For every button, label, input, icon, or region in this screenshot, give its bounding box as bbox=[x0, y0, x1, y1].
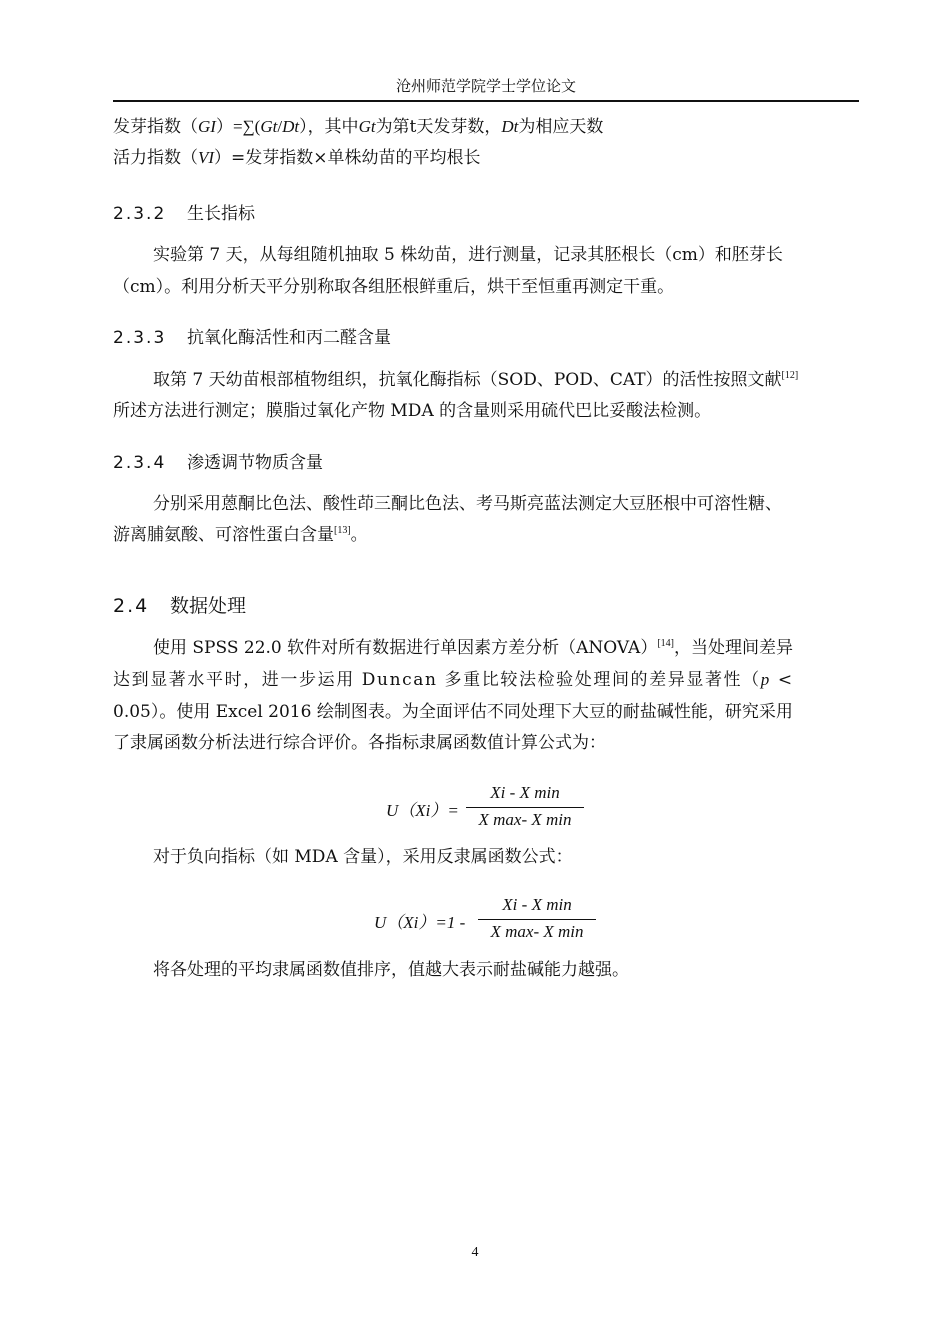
header-rule bbox=[113, 100, 859, 102]
heading-2-3-2: 2.3.2 生长指标 bbox=[113, 204, 255, 224]
paragraph-2-3-2-line-2: （cm）。利用分析天平分别称取各组胚根鲜重后，烘干至恒重再测定干重。 bbox=[113, 277, 675, 297]
fraction-bar bbox=[466, 807, 584, 808]
denominator: X max- X min bbox=[490, 922, 584, 941]
citation-14: [14] bbox=[657, 638, 675, 649]
running-header: 沧州师范学院学士学位论文 bbox=[395, 77, 576, 95]
paragraph-2-4-line-1: 使用 SPSS 22.0 软件对所有数据进行单因素方差分析（ANOVA）[14]，当处理间差异 bbox=[153, 638, 794, 658]
inverse-membership-function-formula: U（Xi）=1 - Xi - X min X max- X min bbox=[374, 895, 598, 951]
membership-function-formula: U（Xi）= Xi - X min X max- X min bbox=[386, 783, 586, 839]
numerator: Xi - X min bbox=[502, 895, 572, 914]
heading-2-3-4: 2.3.4 渗透调节物质含量 bbox=[113, 453, 323, 473]
paragraph-2-4-line-5: 对于负向指标（如 MDA 含量），采用反隶属函数公式： bbox=[153, 847, 573, 867]
numerator: Xi - X min bbox=[490, 783, 560, 802]
fraction-bar bbox=[478, 919, 596, 920]
paragraph-2-3-4-line-1: 分别采用蒽酮比色法、酸性茚三酮比色法、考马斯亮蓝法测定大豆胚根中可溶性糖、 bbox=[153, 494, 782, 514]
citation-12: [12] bbox=[781, 370, 799, 381]
vi-formula: 活力指数（VI）=发芽指数×单株幼苗的平均根长 bbox=[113, 148, 481, 168]
citation-13: [13] bbox=[334, 525, 351, 536]
paragraph-2-4-line-4: 了隶属函数分析法进行综合评价。各指标隶属函数值计算公式为： bbox=[113, 733, 606, 753]
paragraph-2-3-4-line-2: 游离脯氨酸、可溶性蛋白含量[13]。 bbox=[113, 525, 368, 545]
paragraph-2-3-3-line-2: 所述方法进行测定；膜脂过氧化产物 MDA 的含量则采用硫代巴比妥酸法检测。 bbox=[113, 401, 712, 421]
heading-2-3-3: 2.3.3 抗氧化酶活性和丙二醛含量 bbox=[113, 328, 391, 348]
heading-2-4: 2.4 数据处理 bbox=[113, 595, 247, 617]
paragraph-2-4-line-6: 将各处理的平均隶属函数值排序，值越大表示耐盐碱能力越强。 bbox=[153, 960, 629, 980]
gi-formula: 发芽指数（GI）=∑(Gt/Dt），其中Gt为第t天发芽数，Dt为相应天数 bbox=[113, 117, 604, 137]
page-number: 4 bbox=[471, 1245, 479, 1260]
paragraph-2-3-3-line-1: 取第 7 天幼苗根部植物组织，抗氧化酶指标（SOD、POD、CAT）的活性按照文献[12] bbox=[153, 370, 799, 390]
denominator: X max- X min bbox=[478, 810, 572, 829]
paragraph-2-3-2-line-1: 实验第 7 天，从每组随机抽取 5 株幼苗，进行测量，记录其胚根长（cm）和胚芽长 bbox=[153, 245, 783, 265]
paragraph-2-4-line-3: 0.05）。使用 Excel 2016 绘制图表。为全面评估不同处理下大豆的耐盐碱性能，研究采用 bbox=[113, 702, 793, 722]
fraction bbox=[466, 783, 584, 839]
paragraph-2-4-line-2: 达到显著水平时，进一步运用 Duncan 多重比较法检验处理间的差异显著性（p < bbox=[113, 670, 794, 690]
fraction bbox=[478, 895, 596, 951]
